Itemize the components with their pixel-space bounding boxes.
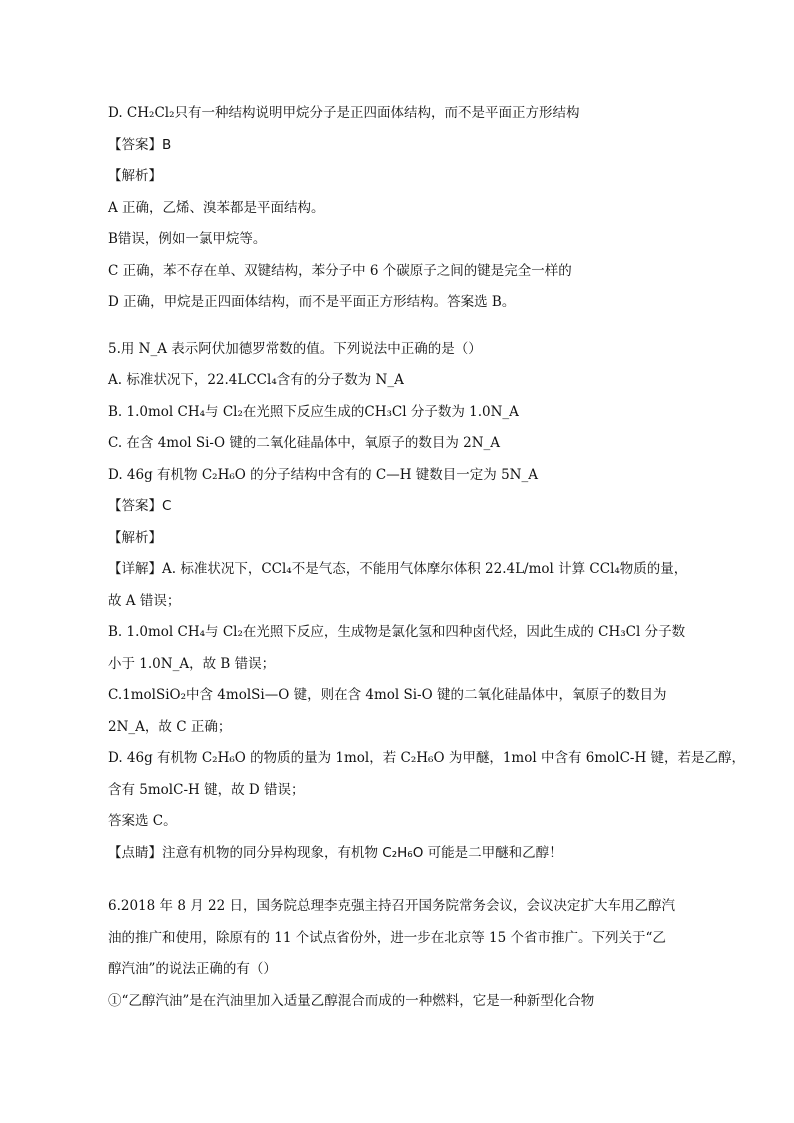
q5-detail-line-4: 小于 1.0N_A，故 B 错误； <box>108 655 276 672</box>
q5-detail-line-2: 故 A 错误； <box>108 592 181 609</box>
q5-detail-line-5: C.1molSiO₂中含 4molSi—O 键，则在含 4mol Si-O 键的二氧化硅晶体中，氧原子的数目为 <box>108 687 667 703</box>
q5-option-c: C. 在含 4mol Si-O 键的二氧化硅晶体中，氧原子的数目为 2N_A <box>108 435 501 451</box>
q5-detail-line-6: 2N_A，故 C 正确； <box>108 718 232 735</box>
q5-answer: 【答案】C <box>108 498 172 514</box>
q4-analysis-a: A 正确，乙烯、溴苯都是平面结构。 <box>108 199 325 216</box>
q5-detail-line-3: B. 1.0mol CH₄与 Cl₂在光照下反应，生成物是氯化氢和四种卤代烃，因此生成的 CH₃Cl 分子数 <box>108 624 686 640</box>
q4-analysis-label: 【解析】 <box>108 168 162 184</box>
q4-answer: 【答案】B <box>108 136 172 153</box>
q5-option-a: A. 标准状况下，22.4LCCl₄含有的分子数为 N_A <box>108 372 404 388</box>
q6-stem-line-3: 醇汽油”的说法正确的有（） <box>108 961 277 977</box>
q5-option-b: B. 1.0mol CH₄与 Cl₂在光照下反应生成的CH₃Cl 分子数为 1.0N_A <box>108 403 519 420</box>
q5-detail-line-7: D. 46g 有机物 C₂H₆O 的物质的量为 1mol，若 C₂H₆O 为甲醚，1mol 中含有 6molC-H 键，若是乙醇， <box>108 750 746 766</box>
q5-option-d: D. 46g 有机物 C₂H₆O 的分子结构中含有的 C—H 键数目一定为 5N_A <box>108 466 538 483</box>
q5-detail-line-9: 答案选 C。 <box>108 813 177 829</box>
q6-item-1: ①“乙醇汽油”是在汽油里加入适量乙醇混合而成的一种燃料，它是一种新型化合物 <box>108 992 595 1009</box>
q6-stem-line-1: 6.2018 年 8 月 22 日，国务院总理李克强主持召开国务院常务会议，会议决定扩大车用乙醇汽 <box>108 898 675 914</box>
q4-analysis-d: D 正确，甲烷是正四面体结构，而不是平面正方形结构。答案选 B。 <box>108 294 516 310</box>
q4-option-d: D. CH₂Cl₂只有一种结构说明甲烷分子是正四面体结构，而不是平面正方形结构 <box>108 105 580 121</box>
q6-stem-line-2: 油的推广和使用，除原有的 11 个试点省份外，进一步在北京等 15 个省市推广。下列关于“乙 <box>108 929 666 946</box>
section-gap <box>108 319 708 334</box>
q4-analysis-c: C 正确，苯不存在单、双键结构，苯分子中 6 个碳原子之间的键是完全一样的 <box>108 262 572 279</box>
q5-detail-line-8: 含有 5molC-H 键，故 D 错误； <box>108 781 305 798</box>
section-gap <box>108 869 708 891</box>
q4-analysis-b: B错误，例如一氯甲烷等。 <box>108 231 267 247</box>
document-page <box>108 98 746 1017</box>
q5-point: 【点睛】注意有机物的同分异构现象，有机物 C₂H₆O 可能是二甲醚和乙醇！ <box>108 844 563 861</box>
q5-analysis-label: 【解析】 <box>108 529 162 546</box>
q5-detail-line-1: 【详解】A. 标准状况下，CCl₄不是气态，不能用气体摩尔体积 22.4L/mol 计算 CCl₄物质的量， <box>108 561 688 577</box>
q5-stem: 5.用 N_A 表示阿伏加德罗常数的值。下列说法中正确的是（） <box>108 340 482 357</box>
